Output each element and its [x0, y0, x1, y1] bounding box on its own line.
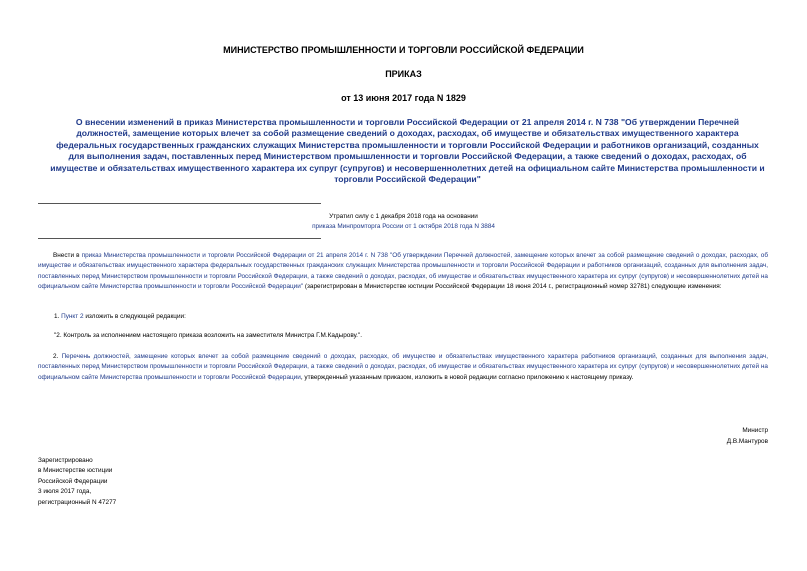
document-title: [50, 117, 765, 185]
title-order-link[interactable]: приказ Министерства промышленности и торговли Российской Федерации от 21 апреля 2014 г. N 738 "Об утверждении Перечней должностей, замещение которых влечет за собой размещение сведений о доходах, расходах, об имуществе и обязательствах имущественного характера федеральных государственных гражданских служащих Министерства промышленности и торговли Российской Федерации и работников организаций, созданных для выполнения задач, поставленных перед Министерством промышленности и торговли Российской Федерации, а также сведений о доходах, расходах, об имуществе и обязательствах имущественного характера их супруг (супругов) и несовершеннолетних детей на официальном сайте Министерства промышленности и торговли Российской Федерации": [50, 117, 765, 185]
document-date-number: от 13 июня 2017 года N 1829: [341, 93, 466, 103]
p1-order-link[interactable]: приказ Министерства промышленности и торговли Российской Федерации от 21 апреля 2014 г. N 738 "Об утверждении Перечней должностей, замещение которых влечет за собой размещение сведений о доходах, расходах, об имуществе и обязательствах имущественного характера федеральных государственных гражданских служащих Министерства промышленности и торговли Российской Федерации и работников организаций, созданных для выполнения задач, поставленных перед Министерством промышленности и торговли Российской Федерации, а также сведений о доходах, расходах, об имуществе и обязательствах имущественного характера их супруг (супругов) и несовершеннолетних детей на официальном сайте Министерства промышленности и торговли Российской Федерации": [38, 252, 768, 291]
p1-suffix: (зарегистрирован в Министерстве юстиции Российской Федерации 18 июня 2014 г., регистрационный номер 32781) следующие изменения:: [303, 283, 722, 291]
divider-top: [38, 203, 321, 204]
registration-line: Зарегистрировано: [38, 457, 93, 464]
divider-bottom: [38, 238, 321, 239]
p2-suffix: изложить в следующей редакции:: [83, 313, 186, 320]
p4-list-link[interactable]: Перечень должностей, замещение которых влечет за собой размещение сведений о доходах, расходах, об имуществе и обязательствах имущественного характера работников организаций, созданных для выполнения задач, поставленных перед Министерством промышленности и торговли Российской Федерации, а также сведений о доходах, расходах, об имуществе и обязательствах имущественного характера их супруг (супругов) и несовершеннолетних детей на официальном сайте Министерства промышленности и торговли Российской Федерации: [38, 353, 768, 381]
p4-suffix: , утвержденный указанным приказом, изложить в новой редакции согласно приложению к настоящему приказу.: [300, 373, 634, 381]
document-type: ПРИКАЗ: [385, 69, 422, 79]
registration-block: [38, 456, 238, 508]
status-notice: [0, 212, 807, 232]
status-line: Утратил силу с 1 декабря 2018 года на основании: [329, 213, 478, 220]
registration-line: регистрационный N 47277: [38, 498, 117, 506]
p2-prefix: 1.: [54, 313, 62, 320]
registration-line: Российской Федерации: [38, 477, 108, 485]
paragraph-quote: "2. Контроль за исполнением настоящего приказа возложить на заместителя Министра Г.М.Кадырову.".: [54, 332, 362, 339]
paragraph-item-1: [54, 312, 754, 322]
p2-clause-link[interactable]: Пункт 2: [61, 313, 84, 320]
signature-position: Министр: [742, 427, 768, 434]
paragraph-item-2: [38, 352, 768, 383]
registration-line: 3 июля 2017 года,: [38, 488, 92, 496]
signature-block: [600, 426, 768, 447]
p4-prefix: 2.: [53, 353, 62, 360]
paragraph-intro: [38, 251, 768, 293]
registration-line: в Министерстве юстиции: [38, 467, 113, 475]
status-order-link[interactable]: приказа Минпромторга России от 1 октября 2018 года N 3884: [312, 223, 495, 230]
signature-name: Д.В.Мантуров: [726, 437, 768, 445]
p1-prefix: Внести в: [53, 252, 82, 259]
ministry-heading: МИНИСТЕРСТВО ПРОМЫШЛЕННОСТИ И ТОРГОВЛИ РОССИЙСКОЙ ФЕДЕРАЦИИ: [223, 45, 584, 55]
title-prefix: О внесении изменений в: [75, 117, 185, 127]
